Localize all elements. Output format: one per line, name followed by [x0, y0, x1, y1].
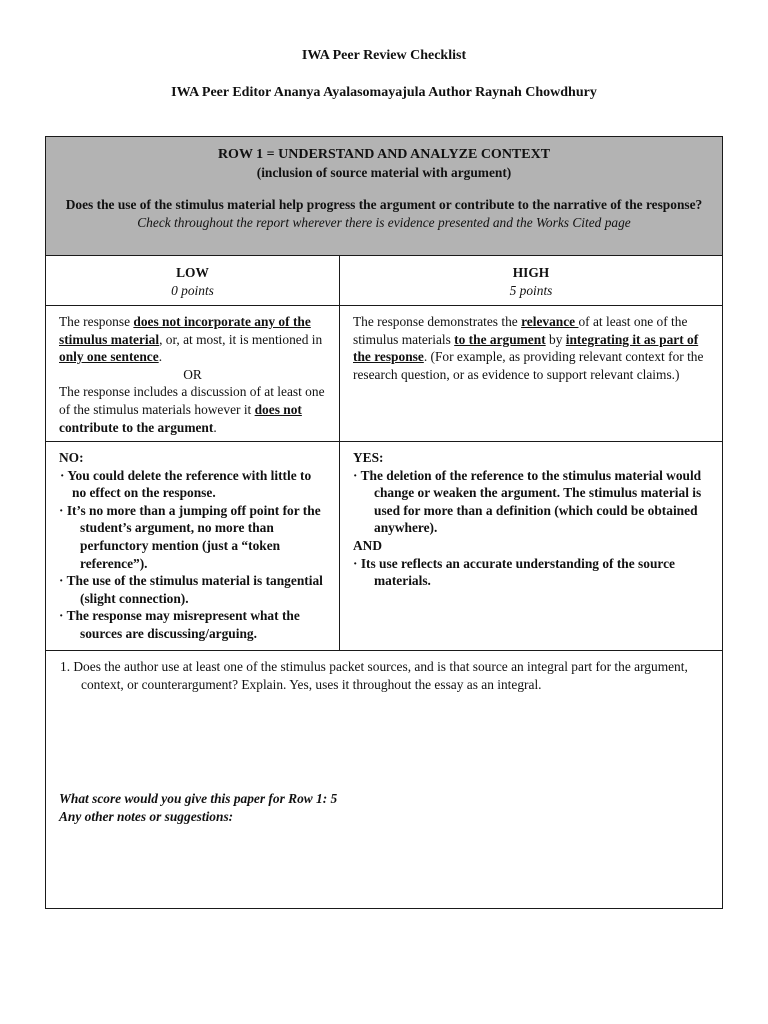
low-level-points: 0 points	[171, 282, 214, 298]
no-item: · The use of the stimulus material is tangential (slight connection).	[59, 573, 323, 606]
low-description-part2: The response includes a discussion of at least one of the stimulus materials however it does not contribute to the argument.	[59, 384, 325, 435]
row-title: ROW 1 = UNDERSTAND AND ANALYZE CONTEXT	[217, 147, 551, 162]
yes-item: · The deletion of the reference to the stimulus material would change or weaken the argument. The stimulus material is used for more than a definition (which could be obtained anywhere).	[353, 467, 702, 536]
high-level-name: HIGH	[512, 265, 550, 280]
no-criteria-cell	[46, 442, 340, 651]
low-description-part1: The response does not incorporate any of the stimulus material, or, at most, it is mentioned in only one sentence.	[59, 314, 323, 365]
low-description-or: OR	[183, 366, 202, 382]
high-level-points: 5 points	[509, 282, 553, 298]
notes-line: Any other notes or suggestions:	[59, 809, 234, 824]
yes-heading: YES:	[353, 450, 384, 465]
yes-and: AND	[353, 537, 383, 553]
question-cell	[46, 651, 723, 909]
no-item: · You could delete the reference with little to no effect on the response.	[60, 467, 312, 501]
document-title: IWA Peer Review Checklist	[301, 48, 467, 63]
yes-item: · Its use reflects an accurate understanding of the source materials.	[353, 555, 675, 589]
low-description-cell	[46, 306, 340, 442]
no-heading: NO:	[59, 450, 84, 465]
row-subtitle: (inclusion of source material with argument)	[256, 164, 512, 180]
row-header	[46, 137, 723, 256]
no-item: · It’s no more than a jumping off point for the student’s argument, no more than perfunctory mention (just a “token reference”).	[59, 502, 321, 571]
high-description-cell	[340, 306, 723, 442]
rubric-table	[45, 136, 723, 909]
low-level-cell	[46, 256, 340, 306]
score-line: What score would you give this paper for Row 1: 5	[59, 791, 338, 806]
row-question: Does the use of the stimulus material help progress the argument or contribute to the narrative of the response?	[65, 197, 703, 213]
high-level-cell	[340, 256, 723, 306]
no-item: · The response may misrepresent what the sources are discussing/arguing.	[59, 608, 300, 641]
high-description: The response demonstrates the relevance of at least one of the stimulus materials to the argument by integrating it as part of the response. (For example, as providing relevant context for the research question, or as evidence to support relevant claims.)	[353, 314, 704, 382]
review-question: 1. Does the author use at least one of the stimulus packet sources, and is that source an integral part for the argument, context, or counterargument? Explain. Yes, uses it throughout the essay as an integral.	[60, 659, 688, 692]
row-hint: Check throughout the report wherever there is evidence presented and the Works Cited page	[137, 214, 631, 230]
yes-criteria-cell	[340, 442, 723, 651]
document-subtitle: IWA Peer Editor Ananya Ayalasomayajula Author Raynah Chowdhury	[171, 85, 597, 100]
low-level-name: LOW	[176, 265, 209, 280]
